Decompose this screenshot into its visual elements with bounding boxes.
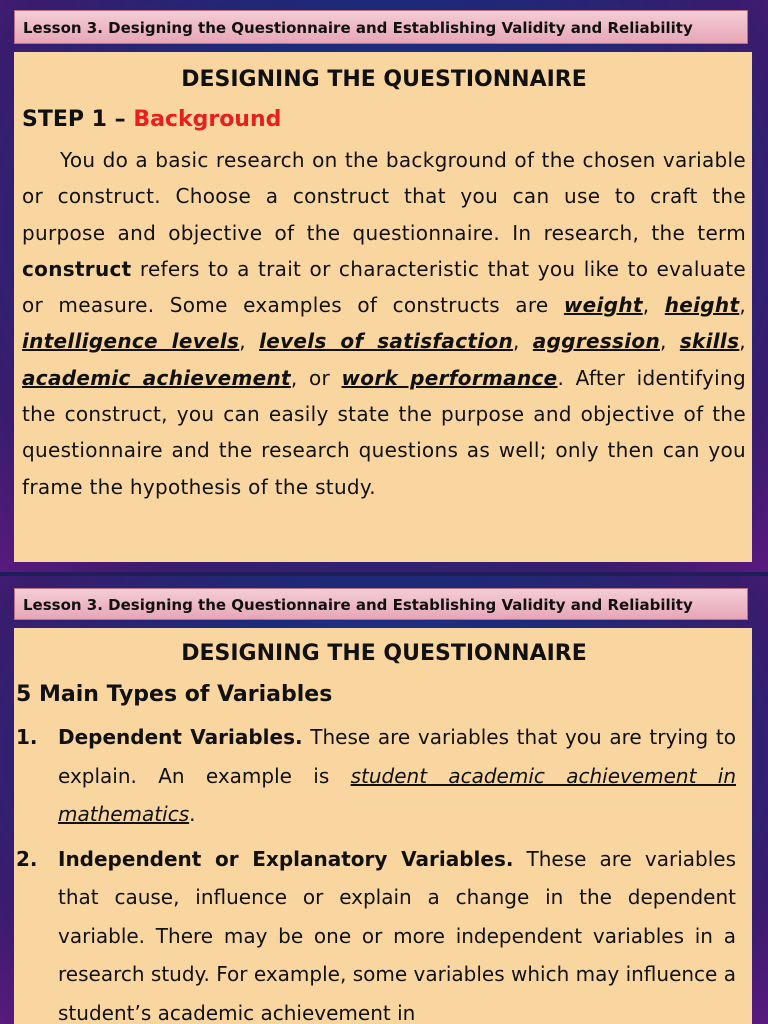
- item-text: These are variables that you are trying to explain. An example is: [58, 725, 737, 788]
- term-construct: construct: [22, 256, 132, 281]
- para-text-3: . After identifying the construct, you can easily state the purpose and objective of the questionnaire and the research questions as well; only then can you frame the hypothesis of the study.: [22, 365, 747, 499]
- example-aggression: aggression: [532, 329, 660, 354]
- item-term: Independent or Explanatory Variables.: [58, 846, 514, 871]
- lesson-header: Lesson 3. Designing the Questionnaire and Establishing Validity and Reliability: [14, 588, 748, 620]
- slide-title: DESIGNING THE QUESTIONNAIRE: [181, 67, 587, 92]
- example-height: height: [664, 293, 740, 318]
- separator: ,: [739, 293, 746, 318]
- para-text-1: You do a basic research on the background of the chosen variable or construct. Choose a construct that you can use to craft the purpose and objective of the questionnaire. In research, the term: [22, 148, 746, 245]
- item-text: These are variables that cause, influence or explain a change in the dependent variable. There may be one or more independent variables in a research study. For example, some variables which may influence a student’s academic achievement in: [58, 846, 736, 1024]
- separator: ,: [660, 329, 680, 354]
- example-weight: weight: [563, 293, 643, 318]
- item-number: 2.: [16, 846, 38, 871]
- content-panel: [14, 628, 752, 1024]
- step-label: STEP 1 –: [22, 107, 126, 132]
- lesson-header: Lesson 3. Designing the Questionnaire and Establishing Validity and Reliability: [14, 10, 748, 44]
- list-item: [16, 840, 752, 1024]
- slide-2: [0, 576, 768, 1024]
- section-subheading: 5 Main Types of Variables: [16, 682, 333, 707]
- step-heading: [22, 98, 746, 142]
- item-number: 1.: [16, 725, 38, 749]
- item-end: .: [189, 802, 196, 826]
- separator: ,: [239, 329, 260, 354]
- example-work-performance: work performance: [341, 365, 558, 390]
- item-term: Dependent Variables.: [58, 725, 303, 749]
- example-intelligence-levels: intelligence levels: [22, 329, 240, 354]
- step-name: Background: [133, 107, 282, 132]
- example-skills: skills: [679, 329, 740, 354]
- para-text-2: refers to a trait or characteristic that you like to evaluate or measure. Some examples of constructs are: [22, 256, 746, 318]
- example-academic-achievement: academic achievement: [22, 365, 291, 390]
- slide-title: DESIGNING THE QUESTIONNAIRE: [181, 641, 587, 666]
- separator: ,: [512, 329, 533, 354]
- list-item: [16, 718, 752, 834]
- item-example: student academic achievement in mathematics: [58, 763, 736, 826]
- separator: , or: [290, 365, 342, 390]
- example-levels-of-satisfaction: levels of satisfaction: [259, 329, 513, 354]
- body-paragraph: [22, 142, 746, 505]
- separator: ,: [642, 293, 665, 318]
- separator: ,: [739, 329, 746, 354]
- content-panel: [14, 52, 752, 562]
